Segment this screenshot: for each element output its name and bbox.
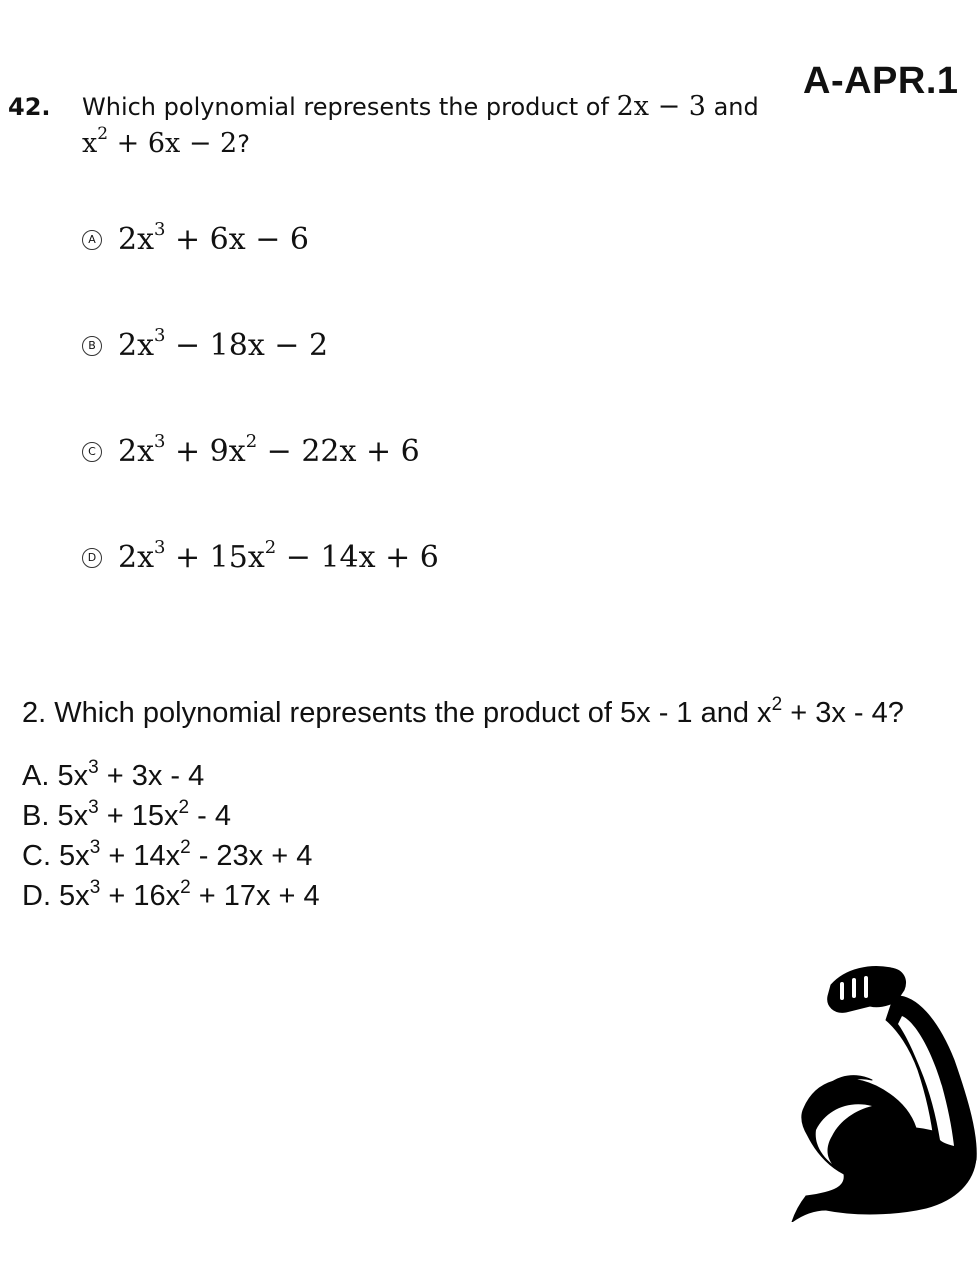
standard-label: A-APR.1 [803,60,959,102]
option-a-expression: $2x^3 + 6x - 6$ [118,219,309,257]
option-d-expression: $2x^3 + 15x^2 - 14x + 6$ [118,537,439,575]
q2-option-d[interactable]: D. $5x^3 + 16x^2 + 17x + 4$ [22,877,320,912]
option-a[interactable] [82,219,309,257]
question-number: 42. [8,93,51,121]
q2-option-a[interactable]: A. $5x^3 + 3x - 4$ [22,757,205,792]
question-2-text: 2. Which polynomial represents the product of 5x - 1 and $x^2 + 3x - 4$? [22,694,904,729]
option-b-bubble[interactable]: B [82,336,102,356]
option-d-bubble[interactable]: D [82,548,102,568]
flexed-bicep-icon [786,960,978,1222]
factor-1: 2x − 3 [616,91,706,122]
question-42-text-line2: $x^2 + 6x - 2$? [82,124,250,159]
option-c[interactable] [82,431,420,469]
option-c-expression: $2x^3 + 9x^2 - 22x + 6$ [118,431,420,469]
question-42-text-line1 [82,91,759,122]
option-d[interactable] [82,537,439,575]
question-text: Which polynomial represents the product of [82,93,609,121]
option-b[interactable] [82,325,329,363]
option-a-bubble[interactable]: A [82,230,102,250]
option-b-expression: $2x^3 - 18x - 2$ [118,325,329,363]
q2-option-b[interactable]: B. $5x^3 + 15x^2 - 4$ [22,797,231,832]
q2-option-c[interactable]: C. $5x^3 + 14x^2 - 23x + 4$ [22,837,313,872]
and-word: and [713,93,759,121]
option-c-bubble[interactable]: C [82,442,102,462]
